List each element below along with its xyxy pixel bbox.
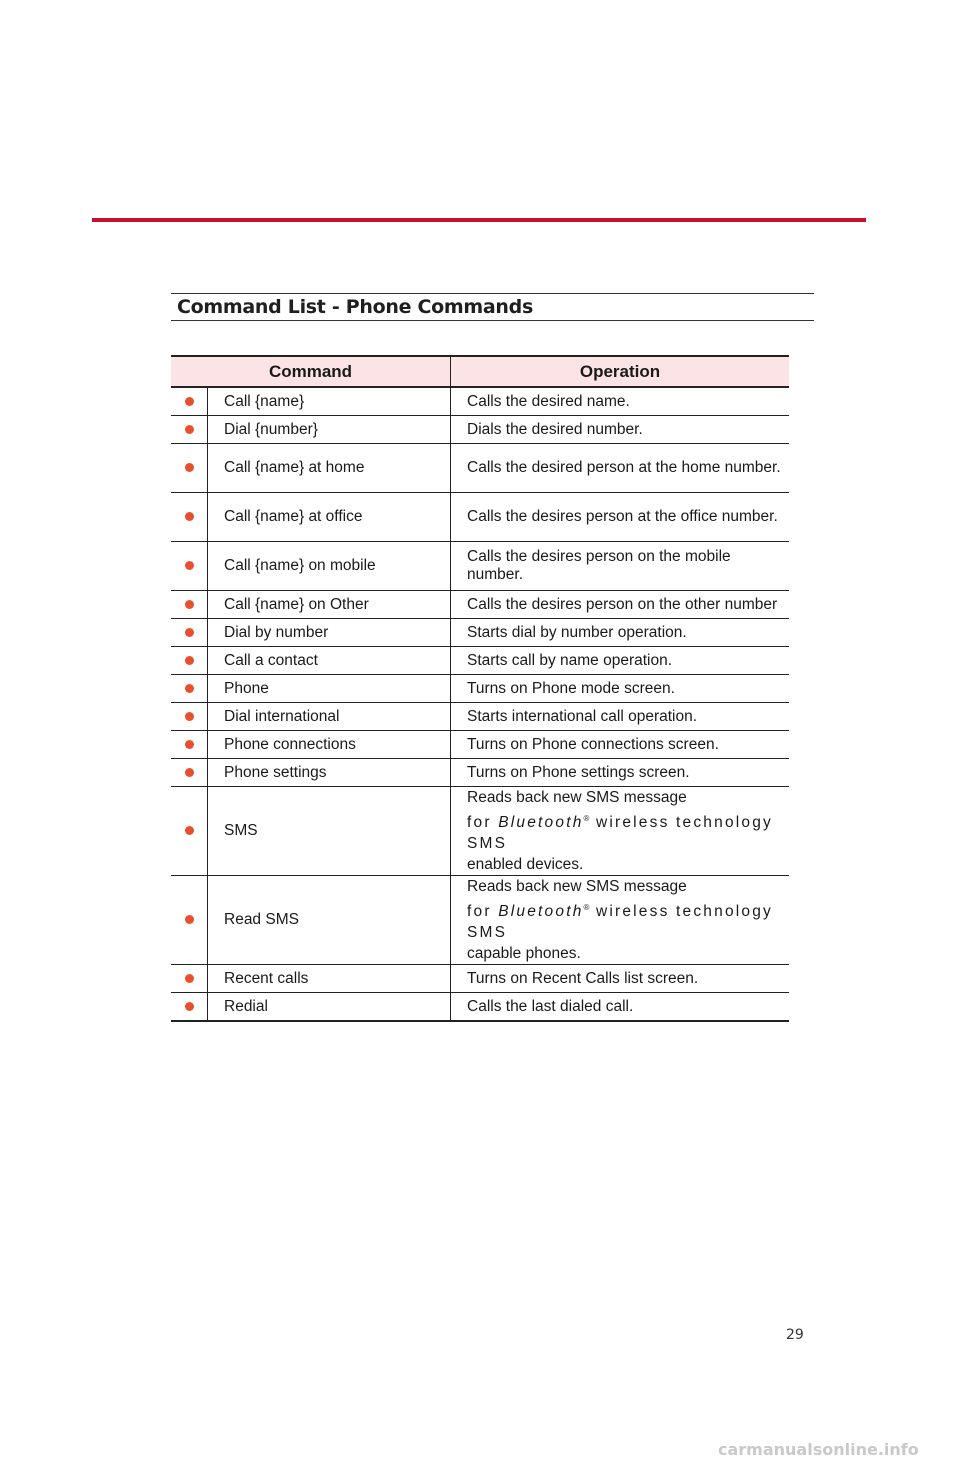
column-header-operation: Operation: [451, 356, 790, 387]
operation-line: Reads back new SMS message: [467, 878, 687, 896]
command-cell: Redial: [208, 993, 451, 1022]
table-row: [171, 759, 789, 787]
bullet-icon: [185, 1002, 194, 1011]
table-row: [171, 542, 789, 591]
command-cell: Phone: [208, 675, 451, 703]
table-row: [171, 993, 789, 1022]
table-row: [171, 493, 789, 542]
table-row: [171, 591, 789, 619]
table-row: [171, 647, 789, 675]
table-header-row: [171, 356, 789, 387]
operation-line: Reads back new SMS message: [467, 789, 687, 806]
table-row: [171, 675, 789, 703]
bullet-icon: [185, 915, 194, 924]
bullet-icon: [185, 712, 194, 721]
command-cell: Call {name} on Other: [208, 591, 451, 619]
bullet-icon: [185, 974, 194, 983]
operation-cell: [451, 876, 790, 965]
watermark-text: carmanualsonline.info: [718, 1440, 919, 1459]
command-cell: Read SMS: [208, 876, 451, 965]
table-row: [171, 965, 789, 993]
command-cell: Recent calls: [208, 965, 451, 993]
command-cell: Call {name}: [208, 387, 451, 416]
operation-cell: Calls the last dialed call.: [451, 993, 790, 1022]
command-cell: Dial {number}: [208, 416, 451, 444]
bullet-icon: [185, 425, 194, 434]
bullet-icon: [185, 684, 194, 693]
command-cell: Phone settings: [208, 759, 451, 787]
operation-cell: Starts international call operation.: [451, 703, 790, 731]
bullet-icon: [185, 463, 194, 472]
section-title: Command List - Phone Commands: [171, 293, 814, 321]
column-header-command: Command: [171, 356, 451, 387]
operation-cell: Turns on Phone settings screen.: [451, 759, 790, 787]
page-number: 29: [786, 1327, 804, 1343]
table-row: [171, 387, 789, 416]
registered-mark: ®: [583, 814, 590, 823]
operation-line: enabled devices.: [467, 856, 584, 874]
bullet-icon: [185, 656, 194, 665]
operation-cell: Calls the desired person at the home number.: [451, 444, 790, 493]
table-row: [171, 444, 789, 493]
bullet-icon: [185, 600, 194, 609]
registered-mark: ®: [583, 903, 590, 913]
operation-cell: Starts call by name operation.: [451, 647, 790, 675]
operation-cell: [451, 787, 790, 876]
command-cell: Call a contact: [208, 647, 451, 675]
operation-cell: Dials the desired number.: [451, 416, 790, 444]
operation-cell: Calls the desired name.: [451, 387, 790, 416]
table-row: [171, 619, 789, 647]
operation-cell: Calls the desires person on the other number: [451, 591, 790, 619]
command-cell: Call {name} at office: [208, 493, 451, 542]
operation-cell: Calls the desires person on the mobile number.: [451, 542, 790, 591]
bullet-icon: [185, 740, 194, 749]
table-row: [171, 731, 789, 759]
operation-cell: Turns on Phone connections screen.: [451, 731, 790, 759]
table-row: [171, 787, 789, 876]
brand-name: Bluetooth: [498, 814, 584, 832]
operation-line: capable phones.: [467, 945, 581, 963]
command-cell: Call {name} on mobile: [208, 542, 451, 591]
command-cell: Dial international: [208, 703, 451, 731]
command-table: [171, 355, 789, 1022]
bullet-icon: [185, 768, 194, 777]
command-cell: Dial by number: [208, 619, 451, 647]
command-cell: Call {name} at home: [208, 444, 451, 493]
table-row: [171, 703, 789, 731]
brand-name: Bluetooth: [498, 903, 584, 921]
operation-cell: Turns on Phone mode screen.: [451, 675, 790, 703]
bullet-icon: [185, 397, 194, 406]
table-row: [171, 416, 789, 444]
bullet-icon: [185, 826, 194, 835]
command-cell: SMS: [208, 787, 451, 876]
top-accent-rule: [92, 218, 866, 222]
operation-line: for Bluetooth® wireless technology SMS: [467, 903, 773, 942]
operation-line: for Bluetooth® wireless technology SMS: [467, 814, 773, 853]
command-cell: Phone connections: [208, 731, 451, 759]
operation-cell: Turns on Recent Calls list screen.: [451, 965, 790, 993]
bullet-icon: [185, 628, 194, 637]
operation-cell: Calls the desires person at the office number.: [451, 493, 790, 542]
operation-cell: Starts dial by number operation.: [451, 619, 790, 647]
table-row: [171, 876, 789, 965]
bullet-icon: [185, 561, 194, 570]
bullet-icon: [185, 512, 194, 521]
